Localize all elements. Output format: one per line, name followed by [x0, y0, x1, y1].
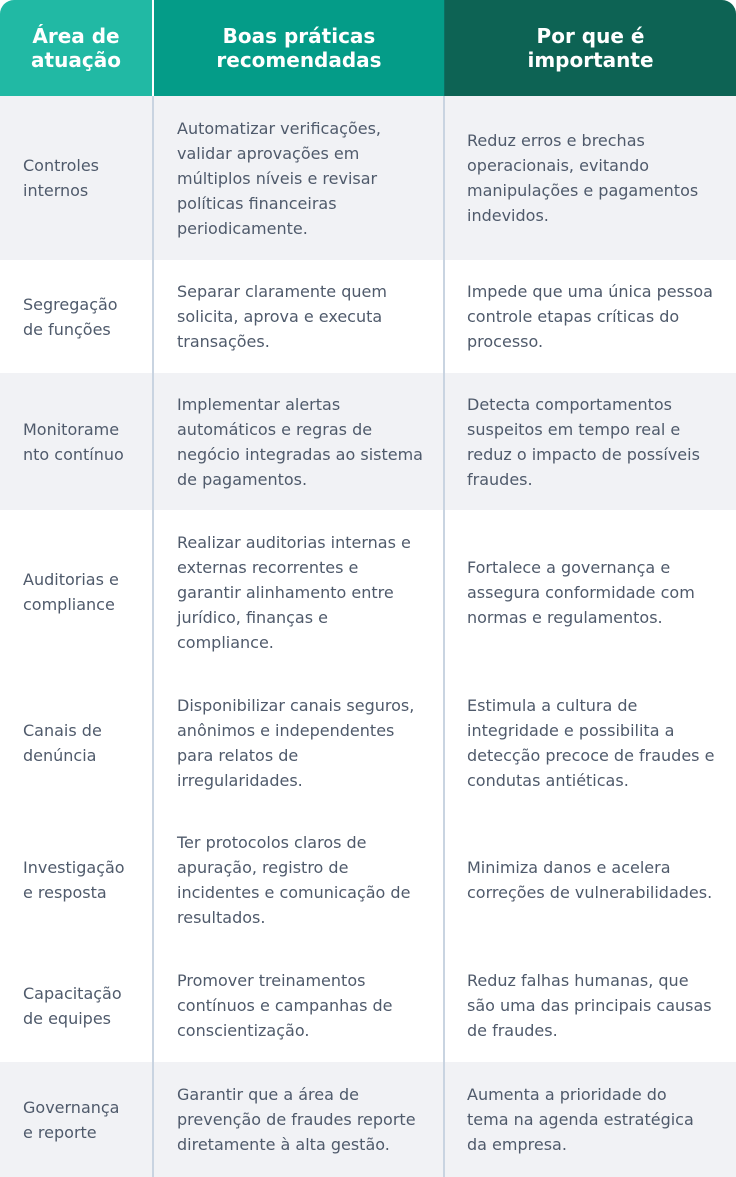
why-cell: [445, 674, 736, 811]
why-text: Estimula a cultura de integridade e possibilita a detecção precoce de fraudes e condutas antiéticas.: [467, 695, 715, 790]
practices-cell: [154, 1062, 445, 1177]
area-cell: [0, 811, 154, 949]
practices-cell: [154, 949, 445, 1062]
header-why: [445, 0, 736, 96]
area-text: Capacitação de equipes: [23, 983, 122, 1028]
area-text: Controles internos: [23, 156, 100, 200]
practices-text: Separar claramente quem solicita, aprova e executa transações.: [177, 282, 387, 351]
area-text: Monitorame nto contínuo: [23, 419, 124, 464]
why-cell: [445, 1062, 736, 1177]
area-text: Auditorias e compliance: [23, 570, 119, 614]
header-area-label: Área de atuação: [31, 24, 121, 72]
why-text: Fortalece a governança e assegura conformidade com normas e regulamentos.: [467, 557, 695, 627]
practices-text: Garantir que a área de prevenção de fraudes reporte diretamente à alta gestão.: [177, 1085, 416, 1154]
practices-cell: [154, 96, 445, 260]
why-text: Detecta comportamentos suspeitos em tempo real e reduz o impacto de possíveis fraudes.: [467, 394, 700, 489]
why-text: Minimiza danos e acelera correções de vulnerabilidades.: [467, 858, 713, 902]
area-cell: [0, 96, 154, 260]
area-cell: [0, 260, 154, 373]
practices-cell: [154, 260, 445, 373]
header-why-label: Por que é importante: [527, 24, 654, 72]
why-cell: [445, 510, 736, 674]
why-cell: [445, 260, 736, 373]
why-text: Impede que uma única pessoa controle etapas críticas do processo.: [467, 282, 713, 351]
practices-cell: [154, 674, 445, 811]
why-cell: [445, 811, 736, 949]
practices-cell: [154, 811, 445, 949]
practices-text: Ter protocolos claros de apuração, registro de incidentes e comunicação de resultados.: [177, 833, 411, 927]
why-cell: [445, 373, 736, 510]
why-text: Reduz erros e brechas operacionais, evitando manipulações e pagamentos indevidos.: [467, 131, 699, 225]
area-cell: [0, 1062, 154, 1177]
area-cell: [0, 674, 154, 811]
practices-text: Implementar alertas automáticos e regras de negócio integradas ao sistema de pagamentos.: [177, 394, 423, 489]
why-text: Aumenta a prioridade do tema na agenda estratégica da empresa.: [467, 1085, 694, 1154]
area-text: Investigação e resposta: [23, 858, 125, 902]
area-cell: [0, 510, 154, 674]
area-cell: [0, 373, 154, 510]
why-text: Reduz falhas humanas, que são uma das principais causas de fraudes.: [467, 971, 712, 1040]
area-text: Segregação de funções: [23, 294, 118, 339]
practices-text: Promover treinamentos contínuos e campanhas de conscientização.: [177, 971, 393, 1040]
practices-text: Realizar auditorias internas e externas recorrentes e garantir alinhamento entre jurídico, finanças e compliance.: [177, 532, 411, 652]
area-text: Canais de denúncia: [23, 720, 102, 765]
why-cell: [445, 949, 736, 1062]
practices-text: Automatizar verificações, validar aprovações em múltiplos níveis e revisar políticas financeiras periodicamente.: [177, 118, 381, 238]
header-practices: [154, 0, 445, 96]
area-text: Governança e reporte: [23, 1097, 120, 1142]
practices-text: Disponibilizar canais seguros, anônimos e independentes para relatos de irregularidades.: [177, 695, 415, 790]
area-cell: [0, 949, 154, 1062]
practices-cell: [154, 510, 445, 674]
header-practices-label: Boas práticas recomendadas: [216, 24, 382, 72]
why-cell: [445, 96, 736, 260]
header-area: [0, 0, 154, 96]
practices-cell: [154, 373, 445, 510]
